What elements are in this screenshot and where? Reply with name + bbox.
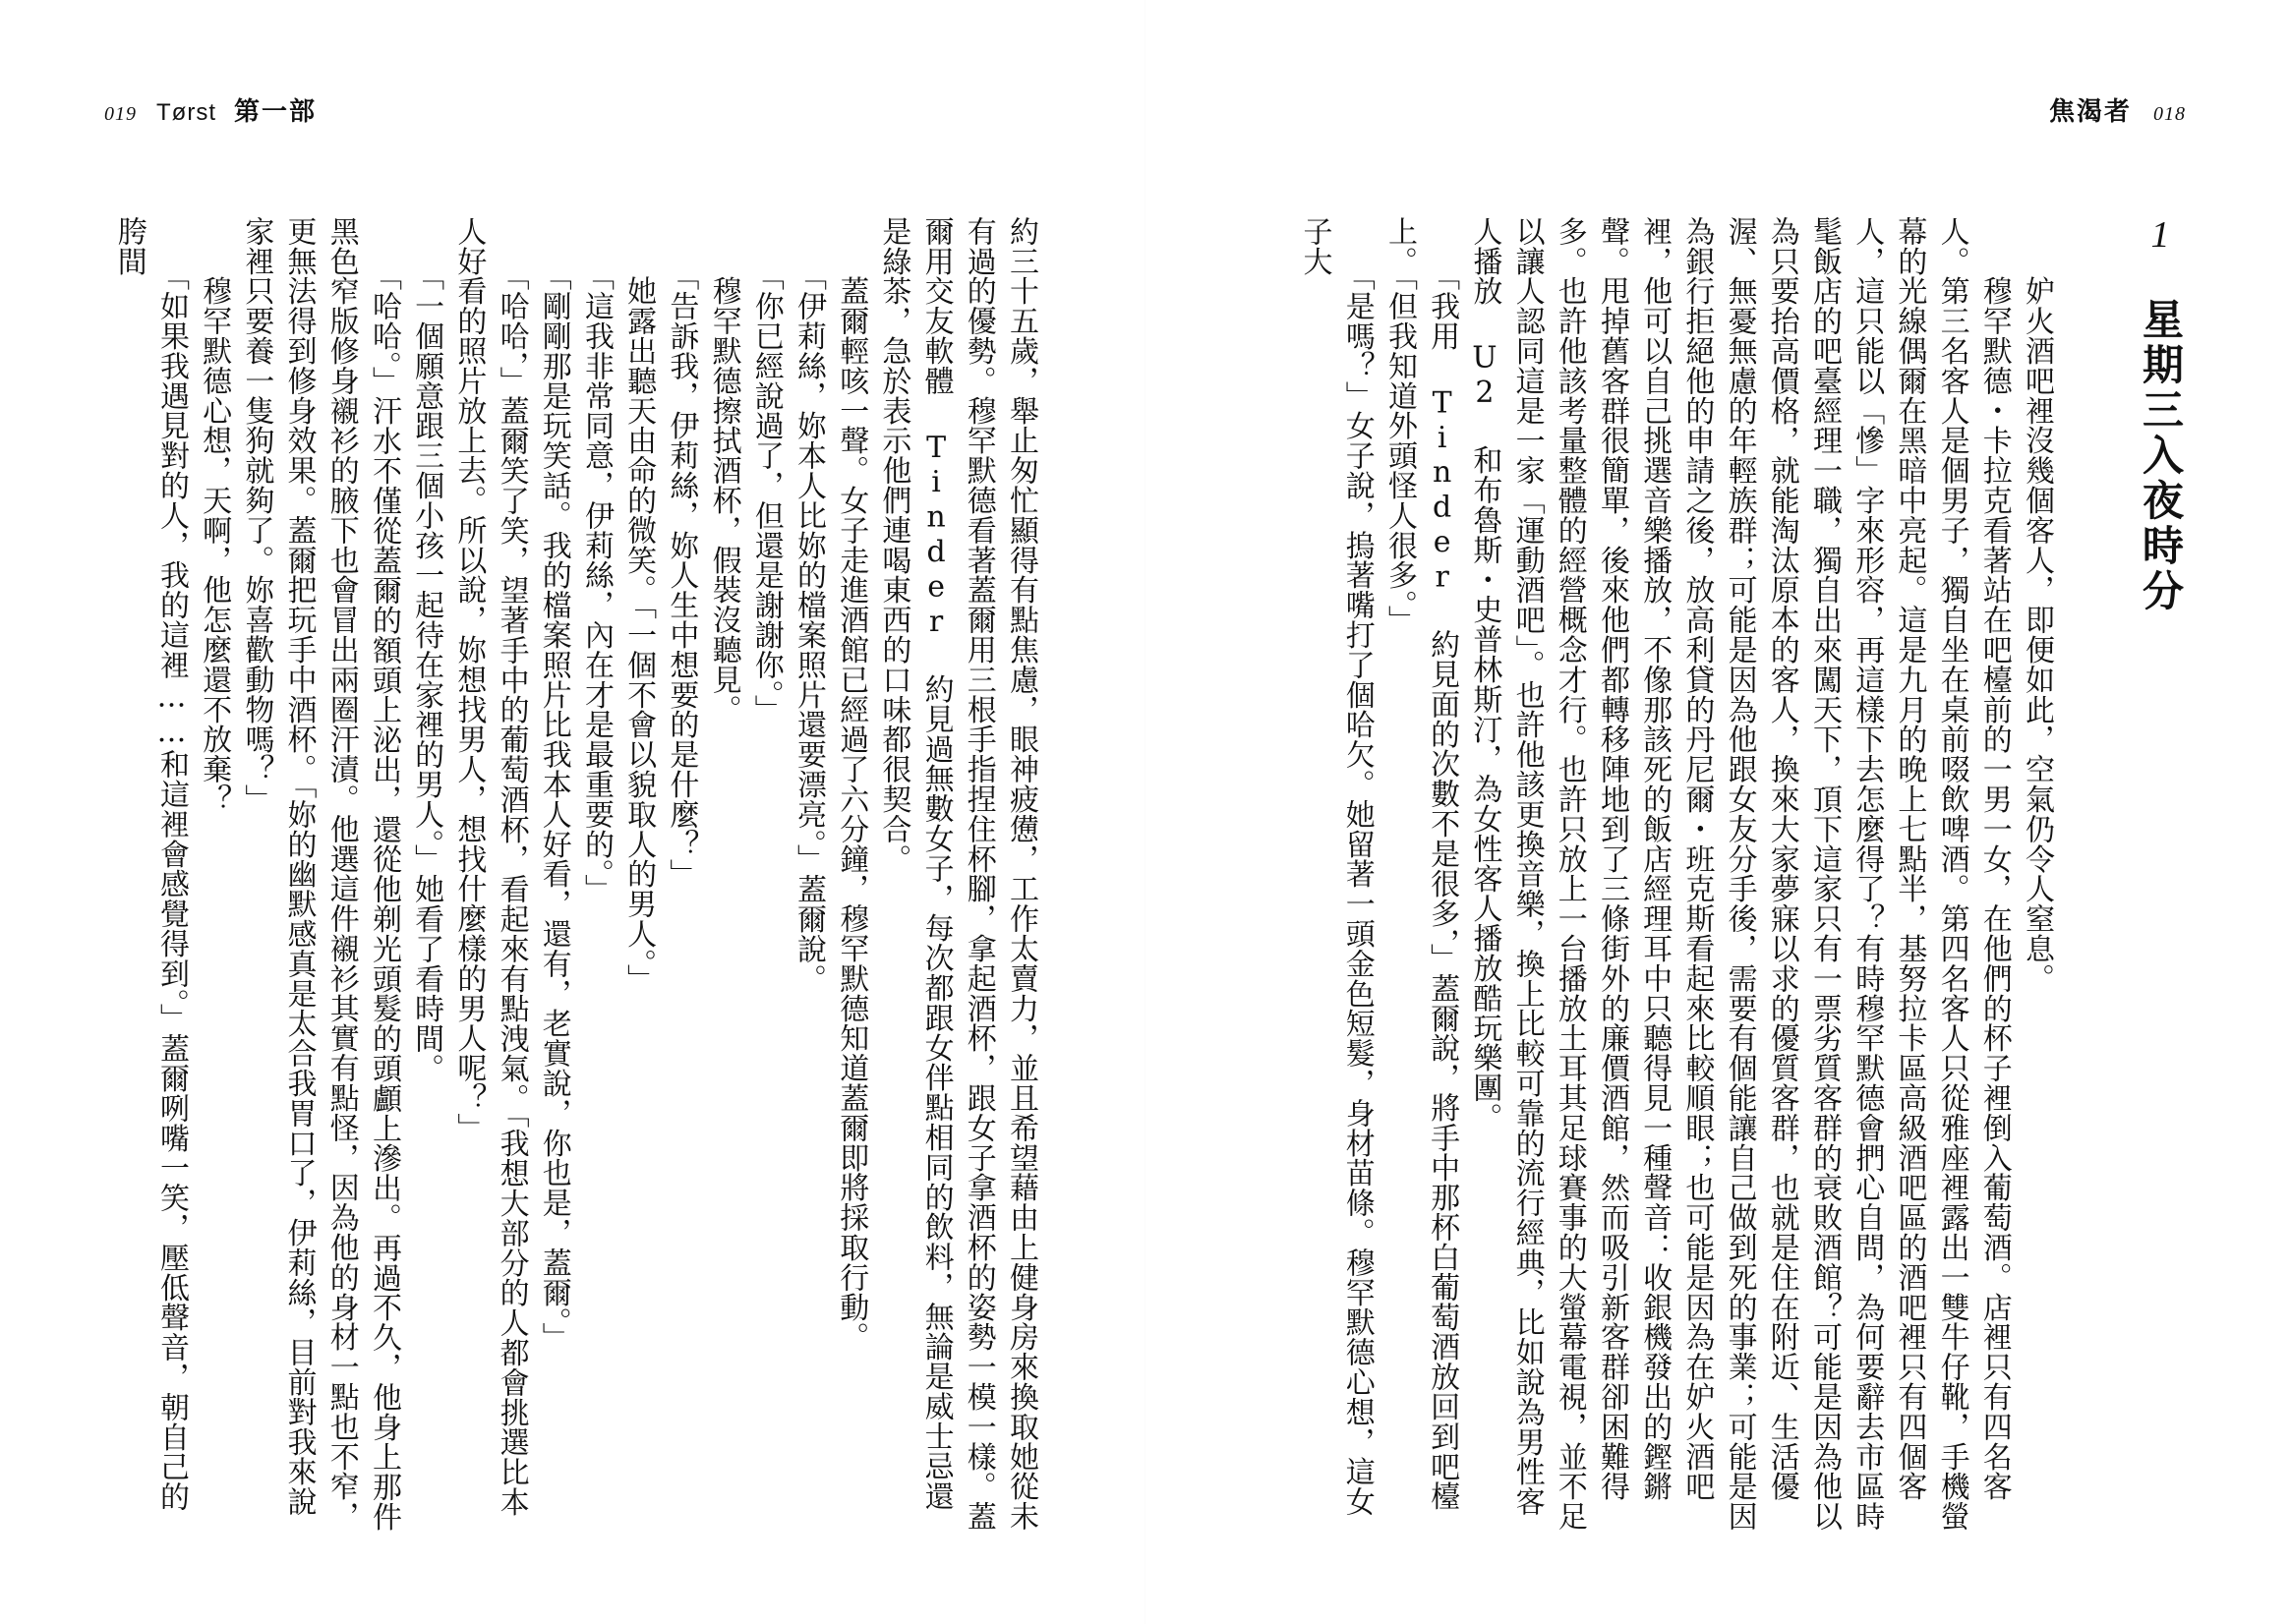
left-body-text: 約三十五歲，舉止匆忙顯得有點焦慮，眼神疲憊，工作太賣力，並且希望藉由上健身房來換取她從未有過的優勢。穆罕默德看著蓋爾用三根手指捏住杯腳，拿起酒杯，跟女子拿酒杯的姿勢一模一樣。蓋爾用交友軟體 Tinder 約見過無數女子，每次都跟女伴點相同的飲料，無論是威士忌還是綠茶，急於表示他們連喝東西的口味都很契合。 蓋爾輕咳一聲。女子走進酒館已經過了六分鐘，穆罕默德知道蓋爾即將採取行動。 「伊莉絲，妳本人比妳的檔案照片還要漂亮。」蓋爾說。 「你已經說過了，但還是謝謝你。」 穆罕默德擦拭酒杯，假裝沒聽見。 「告訴我，伊莉絲，妳人生中想要的是什麼？」 她露出聽天由命的微笑。「一個不會以貌取人的男人。」 「這我非常同意，伊莉絲，內在才是最重要的。」 「剛剛那是玩笑話。我的檔案照片比我本人好看，還有，老實說，你也是，蓋爾。」 「哈哈，」蓋爾笑了笑，望著手中的葡萄酒杯，看起來有點洩氣。「我想大部分的人都會挑選比本人好看的照片放上去。所以說，妳想找男人，想找什麼樣的男人呢？」 「一個願意跟三個小孩一起待在家裡的男人。」她看了看時間。 「哈哈。」汗水不僅從蓋爾的額頭上泌出，還從他剃光頭髮的頭顱上滲出。再過不久，他身上那件黑色窄版修身襯衫的腋下也會冒出兩圈汗漬。他選這件襯衫其實有點怪，因為他的身材一點也不窄，更無法得到修身效果。蓋爾把玩手中酒杯。「妳的幽默感真是太合我胃口了，伊莉絲，目前對我來說家裡只要養一隻狗就夠了。妳喜歡動物嗎？」 穆罕默德心想，天啊，他怎麼還不放棄？ 「如果我遇見對的人，我的這裡……和這裡會感覺得到。」蓋爾咧嘴一笑，壓低聲音，朝自己的胯間	[111, 216, 1038, 1532]
left-part-label: 第一部	[233, 97, 317, 127]
left-page-number: 019	[104, 103, 137, 125]
right-body-text: 妒火酒吧裡沒幾個客人，即便如此，空氣仍令人窒息。 穆罕默德・卡拉克看著站在吧檯前的一男一女，在他們的杯子裡倒入葡萄酒。店裡只有四名客人。第三名客人是個男子，獨自坐在桌前啜飲啤酒。第四名客人只從雅座裡露出一雙牛仔靴，手機螢幕的光線偶爾在黑暗中亮起。這是九月的晚上七點半，基努拉卡區高級酒吧區的酒吧裡只有四個客人，這只能以「慘」字來形容，再這樣下去怎麼得了？有時穆罕默德會捫心自問，為何要辭去市區時髦飯店的吧臺經理一職，獨自出來闖天下，頂下這家只有一票劣質客群的衰敗酒館？可能是因為他以為只要抬高價格，就能淘汰原本的客人，換來大家夢寐以求的優質客群，也就是住在附近、生活優渥、無憂無慮的年輕族群；可能是因為他跟女友分手後，需要有個能讓自己做到死的事業；可能是因為銀行拒絕他的申請之後，放高利貸的丹尼爾・班克斯看起來比較順眼；也可能是因為在妒火酒吧裡，他可以自己挑選音樂播放，不像那該死的飯店經理耳中只聽得見一種聲音：收銀機發出的鏗鏘聲。甩掉舊客群很簡單，後來他們都轉移陣地到了三條街外的廉價酒館，然而吸引新客群卻困難得多。也許他該考量整體的經營概念才行。也許只放上一台播放土耳其足球賽事的大螢幕電視，並不足以讓人認同這是一家「運動酒吧」。也許他該更換音樂，換上比較可靠的流行經典，比如說為男性客人播放 U2 和布魯斯・史普林斯汀，為女性客人播放酷玩樂團。 「我用 Tinder 約見面的次數不是很多，」蓋爾說，將手中那杯白葡萄酒放回到吧檯上。「但我知道外頭怪人很多。」 「是嗎？」女子說，摀著嘴打了個哈欠。她留著一頭金色短髮，身材苗條。穆罕默德心想，這女子大	[1297, 216, 2054, 1532]
right-page	[1145, 0, 2290, 1624]
chapter-title: 星期三入夜時分	[2137, 298, 2185, 614]
right-chapter-name: 焦渴者	[2048, 97, 2132, 127]
right-page-header	[2049, 94, 2186, 130]
left-book-title: Tørst	[156, 99, 216, 126]
left-page-header	[104, 94, 317, 130]
right-page-number: 018	[2153, 103, 2186, 125]
chapter-heading	[2097, 214, 2188, 667]
chapter-number: 1	[2140, 214, 2181, 256]
